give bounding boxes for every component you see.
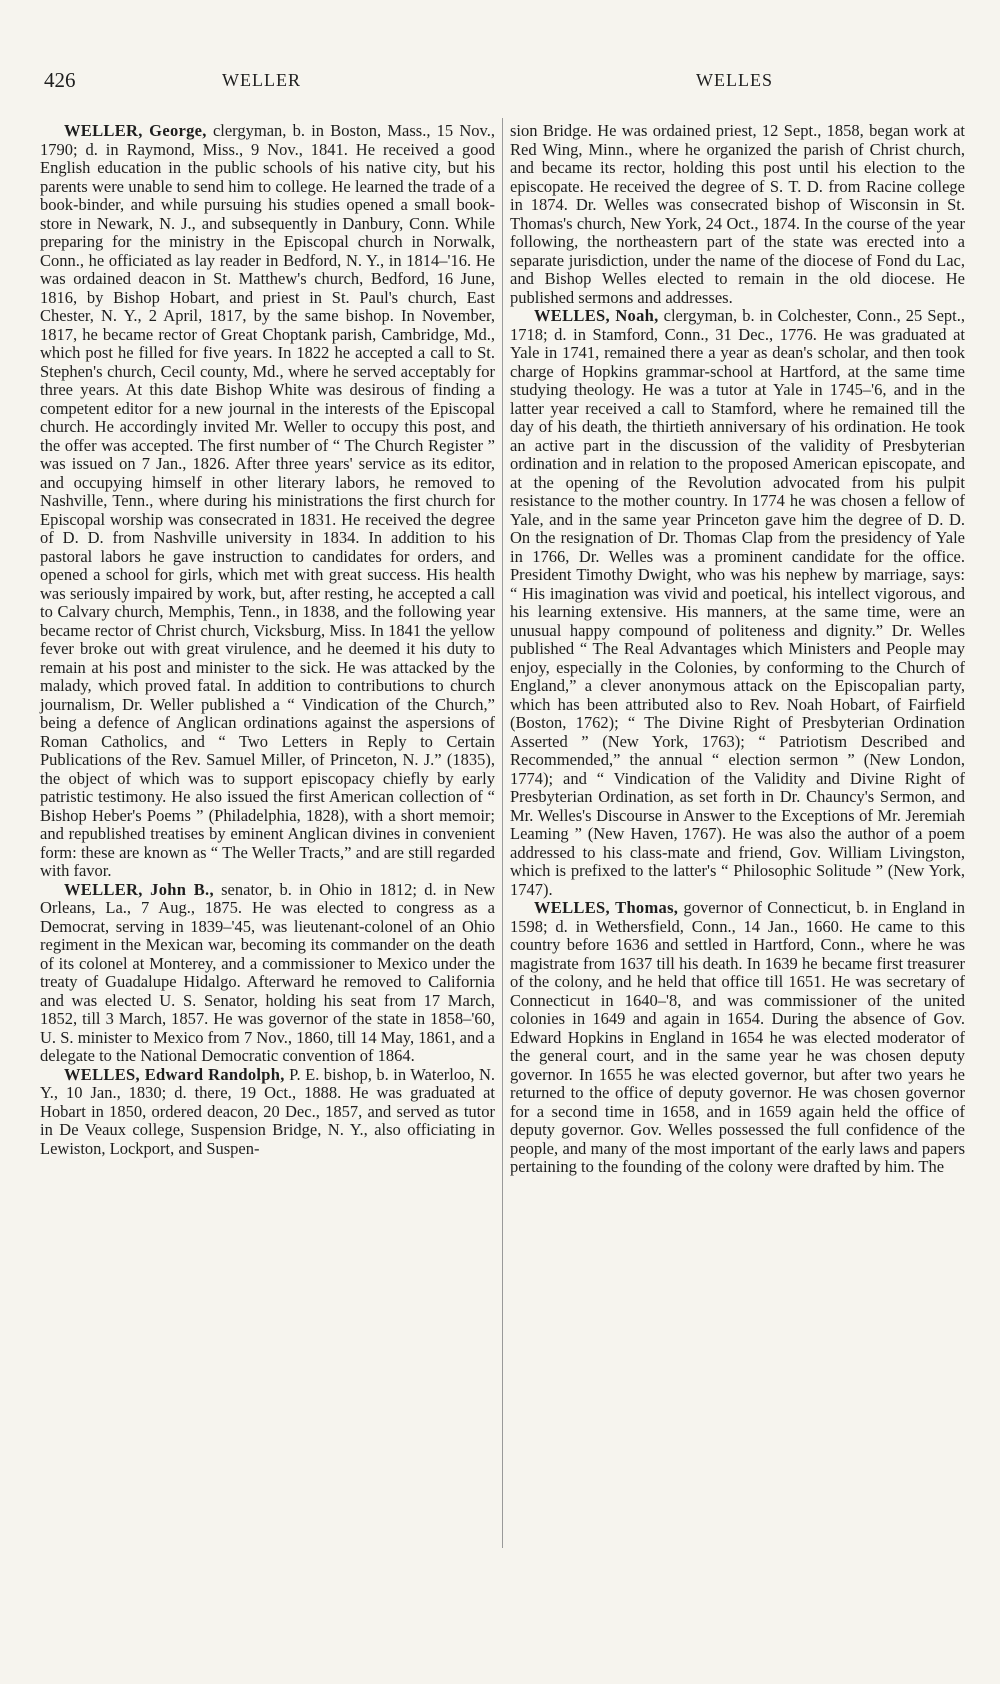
page-header bbox=[0, 68, 1000, 98]
running-head-left: WELLER bbox=[222, 70, 301, 90]
right-column bbox=[510, 122, 965, 1177]
entry-welles-edward bbox=[40, 1066, 495, 1159]
entry-weller-john bbox=[40, 881, 495, 1066]
page-number: 426 bbox=[44, 68, 76, 92]
entry-headword: WELLER, George, bbox=[64, 121, 207, 140]
entry-headword: WELLER, John B., bbox=[64, 879, 214, 899]
entry-text: clergyman, b. in Colchester, Conn., 25 Sept., 1718; d. in Stamford, Conn., 31 Dec., 1776. He was graduated at Yale in 1741, remained there a year as dean's scholar, and then took charge of Hopkins grammar-school at Hartford, at the same time studying theology. He was a tutor at Yale in 1745–'6, and in the latter year received a call to Stamford, where he remained till the day of his death, the thirtieth anniversary of his ordination. He took an active part in the discussion of the validity of Presbyterian ordination and in relation to the proposed American episcopate, and at the opening of the Revolution advocated from his pulpit resistance to the mother country. In 1774 he was chosen a fellow of Yale, and in the same year Princeton gave him the degree of D. D. On the resignation of Dr. Thomas Clap from the presidency of Yale in 1766, Dr. Welles was a prominent candidate for the office. President Timothy Dwight, who was his nephew by marriage, says: “ His imagination was vivid and poetical, his intellect vigorous, and his learning extensive. His manners, at the same time, were an unusual happy compound of politeness and dignity.” Dr. Welles published “ The Real Advantages which Ministers and People may enjoy, especially in the Colonies, by conforming to the Church of England,” a clever anonymous attack on the Episcopalian party, which has been attributed also to Rev. Noah Hobart, of Fairfield (Boston, 1762); “ The Divine Right of Presbyterian Ordination Asserted ” (New York, 1763); “ Patriotism Described and Recommended,” the annual “ election sermon ” (New London, 1774); and “ Vindication of the Validity and Divine Right of Presbyterian Ordination, as set forth in Dr. Chauncy's Sermon, and Mr. Welles's Discourse in Answer to the Exceptions of Mr. Jeremiah Leaming ” (New Haven, 1767). He was also the author of a poem addressed to his class-mate and friend, Gov. William Livingston, which is prefixed to the latter's “ Philosophic Solitude ” (New York, 1747). bbox=[510, 306, 965, 899]
entry-text: P. E. bishop, b. in Waterloo, N. Y., 10 Jan., 1830; d. there, 19 Oct., 1888. He was graduated at Hobart in 1850, ordered deacon, 20 Dec., 1857, and served as tutor in De Veaux college, Suspension Bridge, N. Y., also officiating in Lewiston, Lockport, and Suspen- bbox=[40, 1064, 495, 1158]
entry-continuation: sion Bridge. He was ordained priest, 12 Sept., 1858, began work at Red Wing, Minn., where he organized the parish of Christ church, and became its rector, holding this post until his election to the episcopate. He received the degree of S. T. D. from Racine college in 1874. Dr. Welles was consecrated bishop of Wisconsin in St. Thomas's church, New York, 24 Oct., 1874. In the course of the year following, the northeastern part of the state was erected into a separate jurisdiction, under the name of the diocese of Fond du Lac, and Bishop Welles elected to remain in the old diocese. He published sermons and addresses. bbox=[510, 121, 965, 307]
left-column bbox=[40, 122, 495, 1158]
entry-headword: WELLES, Thomas, bbox=[534, 898, 679, 917]
entry-text: clergyman, b. in Boston, Mass., 15 Nov., 1790; d. in Raymond, Miss., 9 Nov., 1841. He received a good English education in the public schools of his native city, but his parents were unable to send him to college. He learned the trade of a book-binder, and while pursuing his studies opened a small book-store in Newark, N. J., and subsequently in Danbury, Conn. While preparing for the ministry in the Episcopal church in Norwalk, Conn., he officiated as lay reader in Bedford, N. Y., in 1814–'16. He was ordained deacon in St. Matthew's church, Bedford, 16 June, 1816, by Bishop Hobart, and priest in St. Paul's church, East Chester, N. Y., 2 April, 1817, by the same bishop. In November, 1817, he became rector of Great Choptank parish, Cambridge, Md., which post he filled for five years. In 1822 he accepted a call to St. Stephen's church, Cecil county, Md., where he served acceptably for three years. At this date Bishop White was desirous of finding a competent editor for a new journal in the interests of the Episcopal church. He accordingly invited Mr. Weller to occupy this post, and the offer was accepted. The first number of “ The Church Register ” was issued on 7 Jan., 1826. After three years' service as its editor, and occupying himself in other literary labors, he removed to Nashville, Tenn., where during his ministrations the first church for Episcopal worship was consecrated in 1831. He received the degree of D. D. from Nashville university in 1834. In addition to his pastoral labors he gave instruction to candidates for orders, and opened a school for girls, which met with great success. His health was seriously impaired by work, but, after resting, he accepted a call to Calvary church, Memphis, Tenn., in 1838, and the following year became rector of Christ church, Vicksburg, Miss. In 1841 the yellow fever broke out with great virulence, and he deemed it his duty to remain at his post and minister to the sick. He was attacked by the malady, which proved fatal. In addition to contributions to church journalism, Dr. Weller published a “ Vindication of the Church,” being a defence of Anglican ordinations against the aspersions of Roman Catholics, and “ Two Letters in Reply to Certain Publications of the Rev. Samuel Miller, of Princeton, N. J.” (1835), the object of which was to support episcopacy chiefly by early patristic testimony. He also issued the first American collection of “ Bishop Heber's Poems ” (Philadelphia, 1828), with a short memoir; and republished treatises by eminent Anglican divines in convenient form: these are known as “ The Weller Tracts,” and are still regarded with favor. bbox=[40, 121, 495, 880]
entry-welles-noah bbox=[510, 307, 965, 899]
entry-headword: WELLES, Noah, bbox=[534, 306, 659, 325]
entry-headword: WELLES, Edward Randolph, bbox=[64, 1064, 285, 1084]
entry-weller-george bbox=[40, 122, 495, 881]
entry-text: senator, b. in Ohio in 1812; d. in New Orleans, La., 7 Aug., 1875. He was elected to congress as a Democrat, serving in 1839–'45, was lieutenant-colonel of an Ohio regiment in the Mexican war, becoming its commander on the death of its colonel at Monterey, and a commissioner to Mexico under the treaty of Guadalupe Hidalgo. Afterward he removed to California and was elected U. S. Senator, holding his seat from 17 March, 1852, till 3 March, 1857. He was governor of the state in 1858–'60, U. S. minister to Mexico from 7 Nov., 1860, till 14 May, 1861, and a delegate to the National Democratic convention of 1864. bbox=[40, 879, 495, 1065]
entry-welles-thomas bbox=[510, 899, 965, 1177]
entry-text: governor of Connecticut, b. in England in 1598; d. in Wethersfield, Conn., 14 Jan., 1660. He came to this country before 1636 and settled in Hartford, Conn., where he was magistrate from 1637 till his death. In 1639 he became first treasurer of the colony, and he held that office till 1651. He was secretary of Connecticut in 1640–'8, and was commissioner of the united colonies in 1649 and again in 1654. During the absence of Gov. Edward Hopkins in England in 1654 he was elected moderator of the general court, and in the same year he was chosen deputy governor. In 1655 he was elected governor, but after two years he returned to the office of deputy governor. He was chosen governor for a second time in 1658, and in 1659 again held the office of deputy governor. Gov. Welles possessed the full confidence of the people, and many of the most important of the early laws and papers pertaining to the founding of the colony were drafted by him. The bbox=[510, 898, 966, 1176]
running-head-right: WELLES bbox=[696, 70, 773, 90]
column-divider bbox=[502, 118, 503, 1548]
